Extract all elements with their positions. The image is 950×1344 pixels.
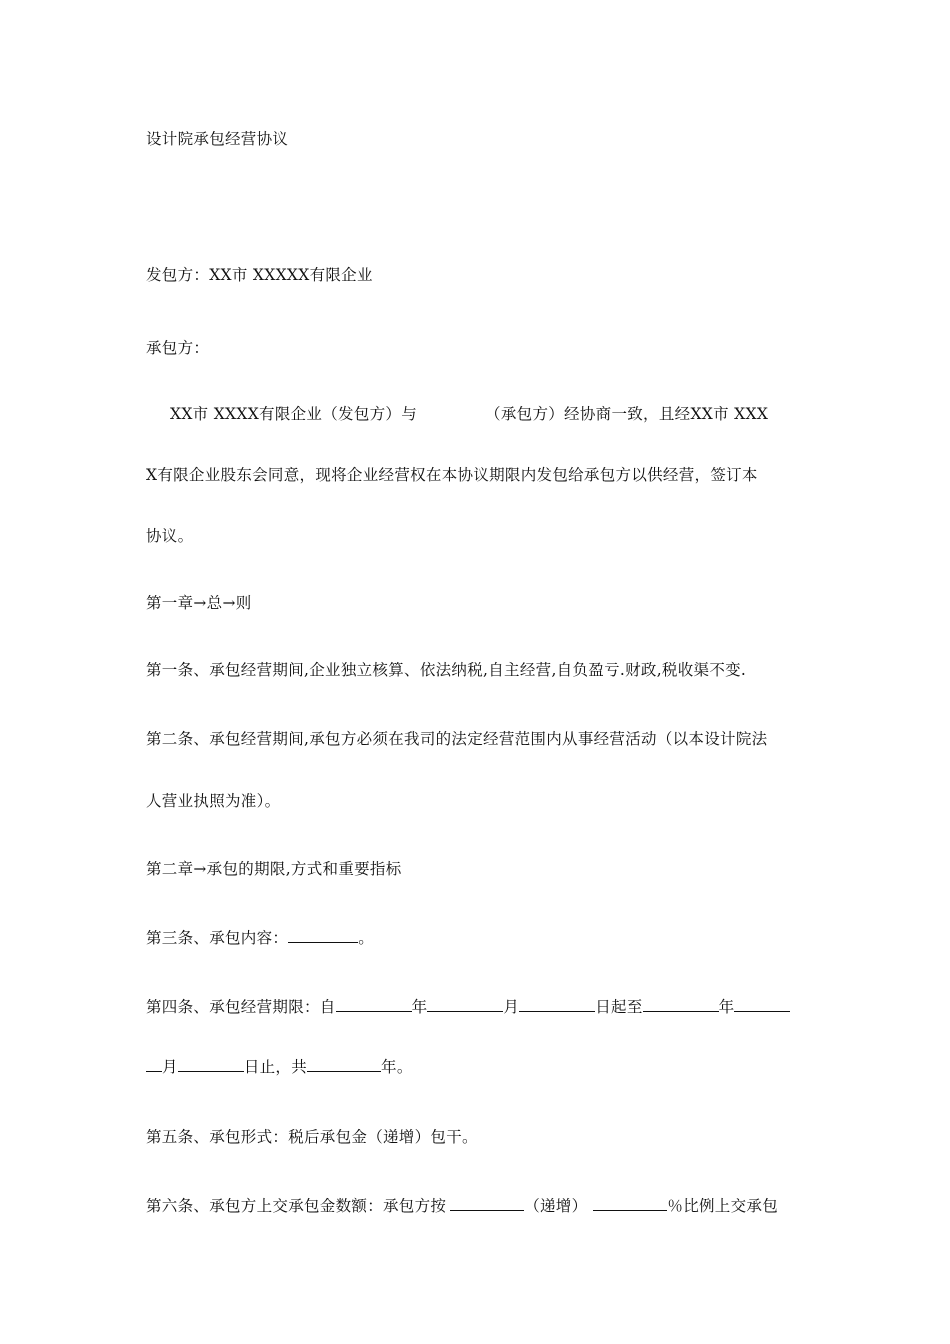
party-b-line: 承包方： (146, 339, 210, 357)
chapter-1-heading: 第一章→总→则 (146, 594, 252, 612)
start-day-blank (519, 997, 595, 1012)
article-4-line-2 (146, 1057, 413, 1077)
preamble-text-1: XX市 XXXX有限企业（发包方）与 (170, 405, 418, 423)
preamble-line-2: X有限企业股东会同意，现将企业经营权在本协议期限内发包给承包方以供经营，签订本 (146, 466, 758, 484)
content-blank (288, 928, 358, 943)
article-3 (146, 928, 374, 948)
start-year-blank (336, 997, 412, 1012)
preamble-text-2: （承包方）经协商一致，且经XX市 XXX (485, 405, 769, 423)
preamble-line-1 (170, 404, 768, 424)
label-year-2: 年 (718, 998, 735, 1016)
article-6-suffix: ％比例上交承包 (667, 1197, 779, 1215)
article-4-prefix: 第四条、承包经营期限：自 (146, 998, 336, 1016)
percent-blank (593, 1196, 667, 1211)
chapter-2-heading: 第二章→承包的期限,方式和重要指标 (146, 860, 402, 878)
end-month-blank-part1 (734, 997, 790, 1012)
start-month-blank (427, 997, 503, 1012)
label-month: 月 (503, 998, 520, 1016)
party-a-line: 发包方：XX市 XXXXX有限企业 (146, 266, 373, 284)
preamble-line-3: 协议。 (146, 527, 194, 545)
label-year: 年 (411, 998, 428, 1016)
label-day-from: 日起至 (595, 998, 643, 1016)
label-day-to: 日止，共 (243, 1058, 308, 1076)
total-years-blank (307, 1057, 381, 1072)
end-year-blank (643, 997, 719, 1012)
label-years-end: 年。 (381, 1058, 413, 1076)
label-month-2: 月 (162, 1058, 178, 1076)
article-2-line-1: 第二条、承包经营期间,承包方必须在我司的法定经营范围内从事经营活动（以本设计院法 (146, 730, 768, 748)
article-6-line-1 (146, 1196, 778, 1216)
article-6-middle: （递增） (524, 1197, 588, 1215)
base-blank (450, 1196, 524, 1211)
article-3-prefix: 第三条、承包内容： (146, 929, 289, 947)
article-1: 第一条、承包经营期间,企业独立核算、依法纳税,自主经营,自负盈亏.财政,税收渠不变. (146, 661, 747, 679)
end-month-blank-part2 (146, 1057, 162, 1072)
document-title: 设计院承包经营协议 (146, 130, 289, 148)
article-5: 第五条、承包形式：税后承包金（递增）包干。 (146, 1128, 478, 1146)
article-3-suffix: 。 (358, 929, 375, 947)
end-day-blank (178, 1057, 244, 1072)
article-6-prefix: 第六条、承包方上交承包金数额：承包方按 (146, 1197, 447, 1215)
article-4-line-1 (146, 997, 790, 1017)
article-2-line-2: 人营业执照为准）。 (146, 792, 281, 810)
